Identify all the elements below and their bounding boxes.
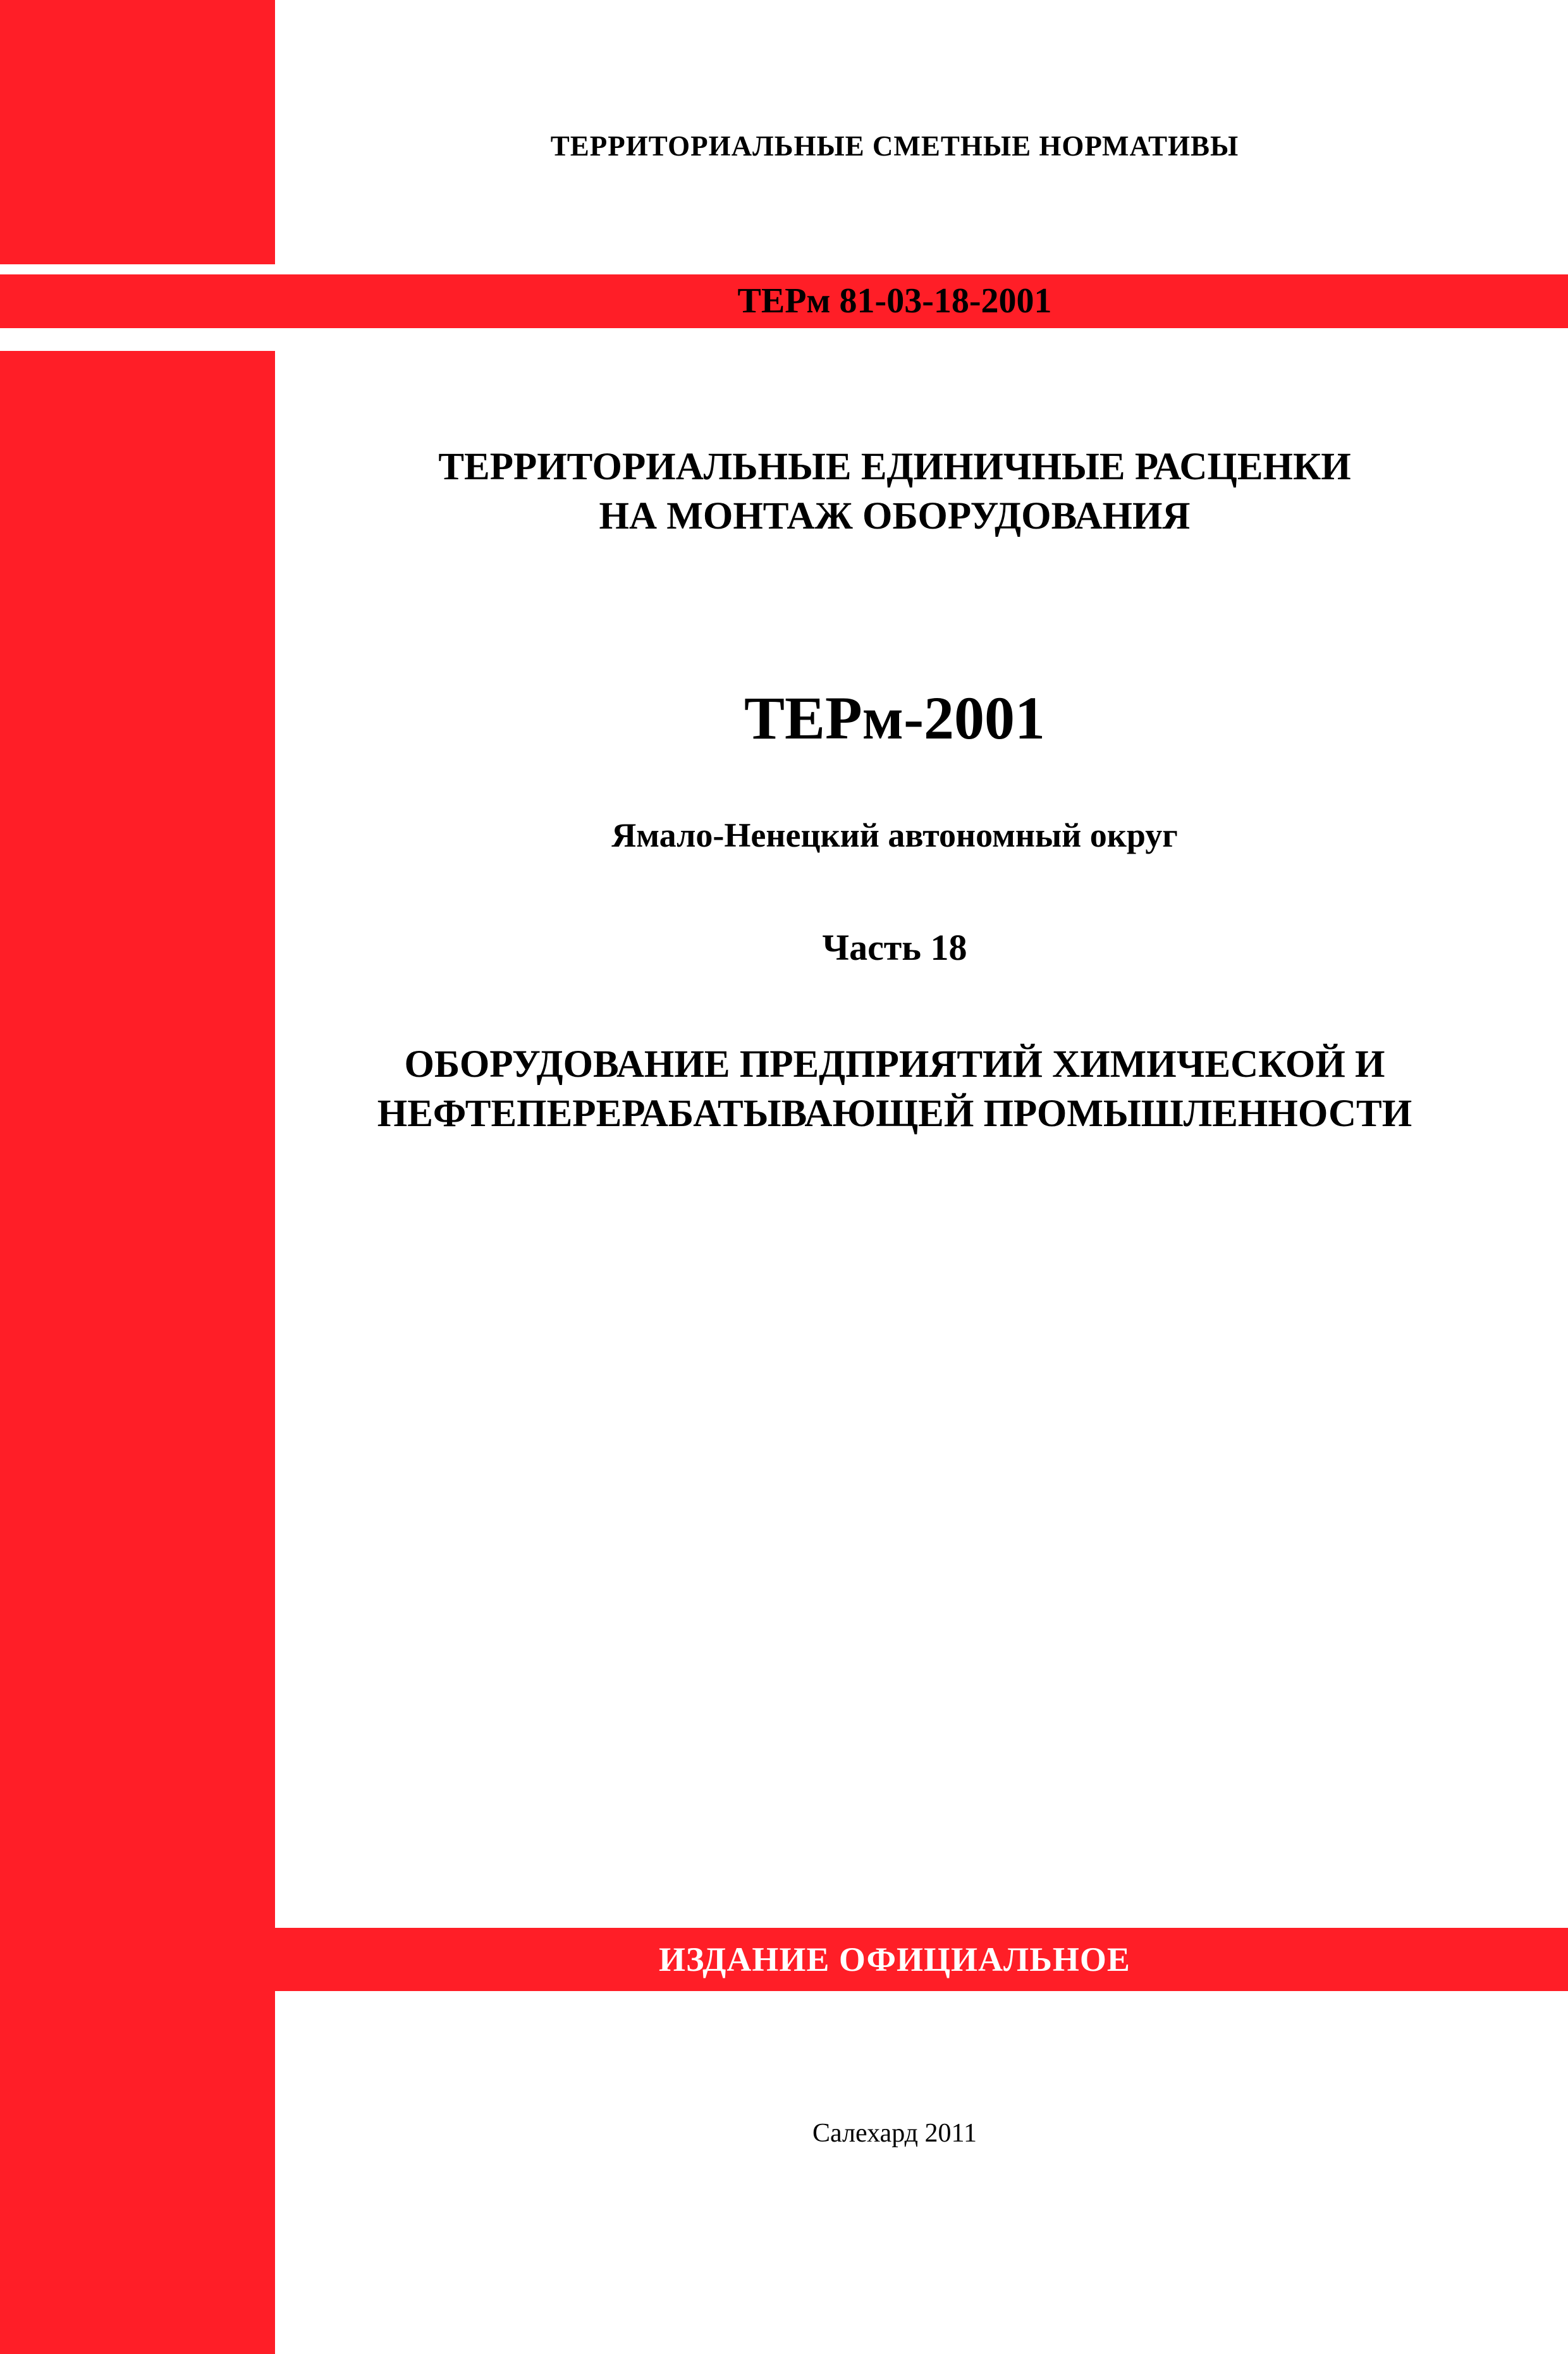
official-edition-label: ИЗДАНИЕ ОФИЦИАЛЬНОЕ: [659, 1940, 1130, 1978]
short-code: ТЕРм-2001: [744, 684, 1046, 752]
part-label: Часть 18: [822, 927, 967, 968]
main-title-line-2: НА МОНТАЖ ОБОРУДОВАНИЯ: [599, 495, 1191, 537]
section-title-line-1: ОБОРУДОВАНИЕ ПРЕДПРИЯТИЙ ХИМИЧЕСКОЙ И: [404, 1043, 1385, 1086]
section-title: [275, 1040, 1514, 1139]
red-sidebar-bottom: [0, 2003, 275, 2218]
series-title: ТЕРРИТОРИАЛЬНЫЕ СМЕТНЫЕ НОРМАТИВЫ: [550, 130, 1239, 162]
main-title-line-1: ТЕРРИТОРИАЛЬНЫЕ ЕДИНИЧНЫЕ РАСЦЕНКИ: [438, 446, 1351, 488]
region-name: Ямало-Ненецкий автономный округ: [611, 816, 1178, 854]
main-title: [275, 443, 1514, 541]
section-title-line-2: НЕФТЕПЕРЕРАБАТЫВАЮЩЕЙ ПРОМЫШЛЕННОСТИ: [377, 1093, 1412, 1135]
document-code: ТЕРм 81-03-18-2001: [737, 281, 1052, 321]
place-and-year: Салехард 2011: [812, 2119, 977, 2148]
red-sidebar-top: [0, 0, 275, 264]
